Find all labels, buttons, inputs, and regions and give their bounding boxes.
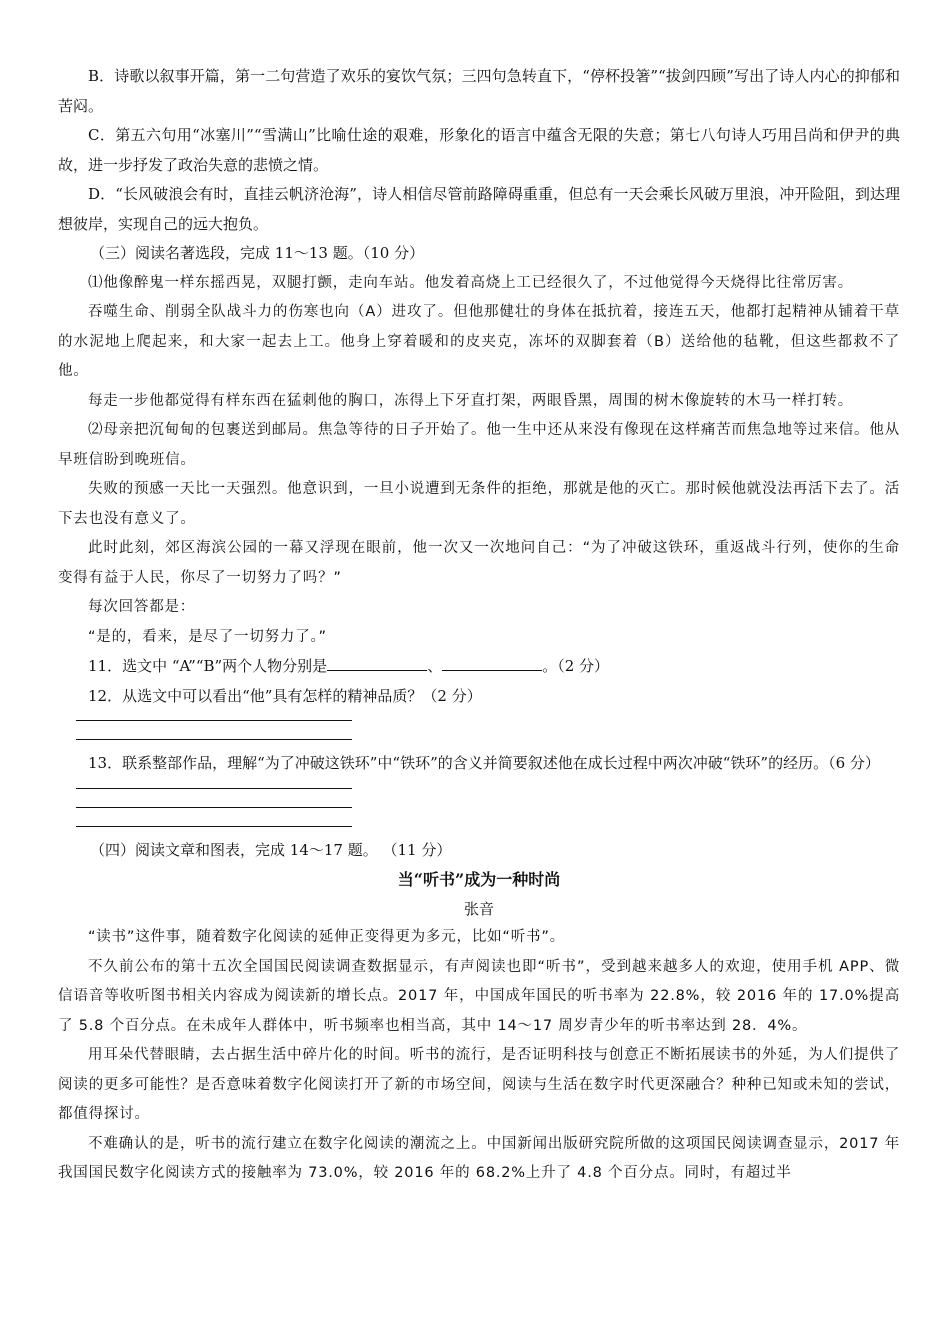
option-c: C．第五六句用“冰塞川”“雪满山”比喻仕途的艰难，形象化的语言中蕴含无限的失意；第七八句诗人巧用吕尚和伊尹的典故，进一步抒发了政治失意的悲愤之情。 <box>58 126 900 174</box>
excerpt-paragraph: ⑴他像醉鬼一样东摇西晃，双腿打颤，走向车站。他发着高烧上工已经很久了，不过他觉得今天烧得比往常厉害。 <box>88 274 853 291</box>
option-b: B．诗歌以叙事开篇，第一二句营造了欢乐的宴饮气氛；三四句急转直下，“停杯投箸”“拔剑四顾”写出了诗人内心的抑郁和苦闷。 <box>58 67 900 115</box>
section4-heading: （四）阅读文章和图表，完成 14～17 题。 （11 分） <box>90 840 452 859</box>
document-page <box>58 62 900 1189</box>
answer-blank-a[interactable] <box>327 654 427 671</box>
question-11 <box>58 652 900 682</box>
excerpt-paragraph: 吞噬生命、削弱全队战斗力的伤寒也向（A）进攻了。但他那健壮的身体在抵抗着，接连五天，他都打起精神从铺着干草的水泥地上爬起来，和大家一起去上工。他身上穿着暖和的皮夹克，冻坏的双脚套着（B）送给他的毡靴，但这些都救不了他。 <box>58 304 900 379</box>
option-d: D．“长风破浪会有时，直挂云帆济沧海”，诗人相信尽管前路障碍重重，但总有一天会乘长风破万里浪，冲开险阻，到达理想彼岸，实现自己的远大抱负。 <box>58 185 900 233</box>
question-13: 13．联系整部作品，理解“为了冲破这铁环”中“铁环”的含义并简要叙述他在成长过程中两次冲破“铁环”的经历。（6 分） <box>88 754 880 772</box>
excerpt-paragraph: 此时此刻，郊区海滨公园的一幕又浮现在眼前，他一次又一次地问自己：“为了冲破这铁环，重返战斗行列，使你的生命变得有益于人民，你尽了一切努力了吗？” <box>58 540 900 586</box>
article-paragraph: “读书”这件事，随着数字化阅读的延伸正变得更为多元，比如“听书”。 <box>88 929 565 945</box>
question-11-suffix: 。（2 分） <box>542 657 610 675</box>
article-paragraph: 用耳朵代替眼睛，去占据生活中碎片化的时间。听书的流行，是否证明科技与创意正不断拓展读书的外延，为人们提供了阅读的更多可能性？是否意味着数字化阅读打开了新的市场空间，阅读与生活在数字时代更深融合？种种已知或未知的尝试，都值得探讨。 <box>58 1047 900 1122</box>
excerpt-paragraph: “是的，看来，是尽了一切努力了。” <box>88 628 327 645</box>
article-author: 张音 <box>463 900 494 918</box>
question-11-prefix: 11．选文中 “A”“B”两个人物分别是 <box>88 657 328 675</box>
excerpt-paragraph: ⑵母亲把沉甸甸的包裹送到邮局。焦急等待的日子开始了。他一生中还从来没有像现在这样痛苦而焦急地等过来信。他从早班信盼到晚班信。 <box>58 422 900 468</box>
excerpt-paragraph: 每次回答都是： <box>88 599 196 615</box>
excerpt-paragraph: 每走一步他都觉得有样东西在猛刺他的胸口，冻得上下牙直打架，两眼昏黑，周围的树木像旋转的木马一样打转。 <box>88 392 853 409</box>
excerpt-paragraph: 失败的预感一天比一天强烈。他意识到，一旦小说遭到无条件的拒绝，那就是他的灭亡。那时候他就没法再活下去了。活下去也没有意义了。 <box>58 481 900 527</box>
article-paragraph: 不久前公布的第十五次全国国民阅读调查数据显示，有声阅读也即“听书”，受到越来越多人的欢迎，使用手机 APP、微信语音等收听图书相关内容成为阅读新的增长点。2017 年，中国成年国民的听书率为 22.8%，较 2016 年的 17.0%提高了 5.8 个百分点。在未成年人群体中，听书频率也相当高，其中 14～17 周岁青少年的听书率达到 28．4%。 <box>58 958 900 1034</box>
article-paragraph: 不难确认的是，听书的流行建立在数字化阅读的潮流之上。中国新闻出版研究院所做的这项国民阅读调查显示，2017 年我国国民数字化阅读方式的接触率为 73.0%，较 2016 年的 68.2%上升了 4.8 个百分点。同时，有超过半 <box>58 1135 900 1181</box>
question-12: 12．从选文中可以看出“他”具有怎样的精神品质？（2 分） <box>88 686 482 705</box>
question-11-separator: 、 <box>427 657 443 675</box>
article-title: 当“听书”成为一种时尚 <box>397 870 561 889</box>
answer-blank-b[interactable] <box>442 654 542 671</box>
section3-heading: （三）阅读名著选段，完成 11～13 题。（10 分） <box>90 244 425 262</box>
